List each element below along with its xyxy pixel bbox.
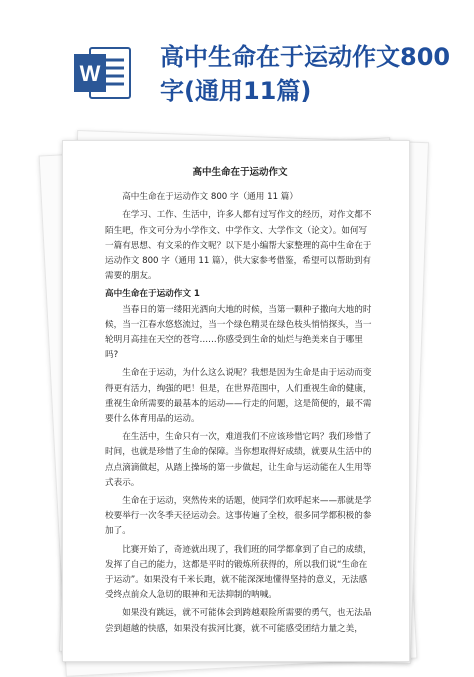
document-subtitle: 高中生命在于运动作文 800 字（通用 11 篇）: [122, 192, 298, 203]
word-icon-letter: W: [79, 61, 101, 86]
paragraph: 如果没有跳远，就不可能体会到跨越艰险所需要的勇气，也无法品尝到超越的快感，如果没有拔河比赛，就不可能感受团结力量之美，: [105, 608, 372, 634]
document-page: [62, 140, 410, 662]
page-title: 高中生命在于运动作文800字(通用11篇): [160, 43, 451, 105]
paragraph: 当春日的第一缕阳光洒向大地的时候，当第一颗种子撒向大地的时候，当一江春水悠悠流过，当一个绿色精灵在绿色枝头悄悄探头，当一轮明月高挂在天空的苍穹……你感受到生命的灿烂与绝美来自于哪里吗?: [105, 304, 372, 361]
document-body: [105, 165, 375, 640]
word-icon: [72, 44, 132, 102]
section-heading: 高中生命在于运动作文 1: [105, 289, 200, 300]
document-title: 高中生命在于运动作文: [192, 167, 288, 178]
paragraph: 生命在于运动，为什么这么说呢？我想是因为生命是由于运动而变得更有活力，绚强的吧！但是，在世界范围中，人们重视生命的健康，重视生命所需要的最基本的运动——行走的问题，这是简便的，最不需要什么体育用品的运动。: [105, 368, 372, 425]
header-banner: [0, 0, 474, 130]
paragraph: 比赛开始了，奇迹就出现了，我们班的同学都拿到了自己的成绩，发挥了自己的能力，这都是平时的锻炼所获得的，所以我们说“生命在于运动”。如果没有千米长跑，就不能深深地懂得坚持的意义，无法感受终点前众人急切的眼神和无法抑制的呐喊。: [105, 544, 372, 601]
paragraph: 在生活中，生命只有一次，难道我们不应该珍惜它吗？我们珍惜了时间，也就是珍惜了生命的保障。当你想取得好成绩，就要从生活中的点点滴滴做起，从踏上操场的第一步做起，让生命与运动能在人生用等式表示。: [105, 432, 372, 488]
paragraph: 生命在于运动，突然传来的话题，使同学们欢呼起来——那就是学校要举行一次冬季天径运动会。这事传遍了全校，很多同学都积极的参加了。: [105, 496, 372, 537]
document-preview: [62, 140, 408, 660]
document-intro: 在学习、工作、生活中，许多人都有过写作文的经历，对作文都不陌生吧，作文可分为小学作文、中学作文、大学作文（论文）。如何写一篇有思想、有文采的作文呢？以下是小编帮大家整理的高中生命在于运动作文 800 字（通用 11 篇），供大家参考借鉴，希望可以帮助到有需要的朋友。: [105, 210, 372, 282]
